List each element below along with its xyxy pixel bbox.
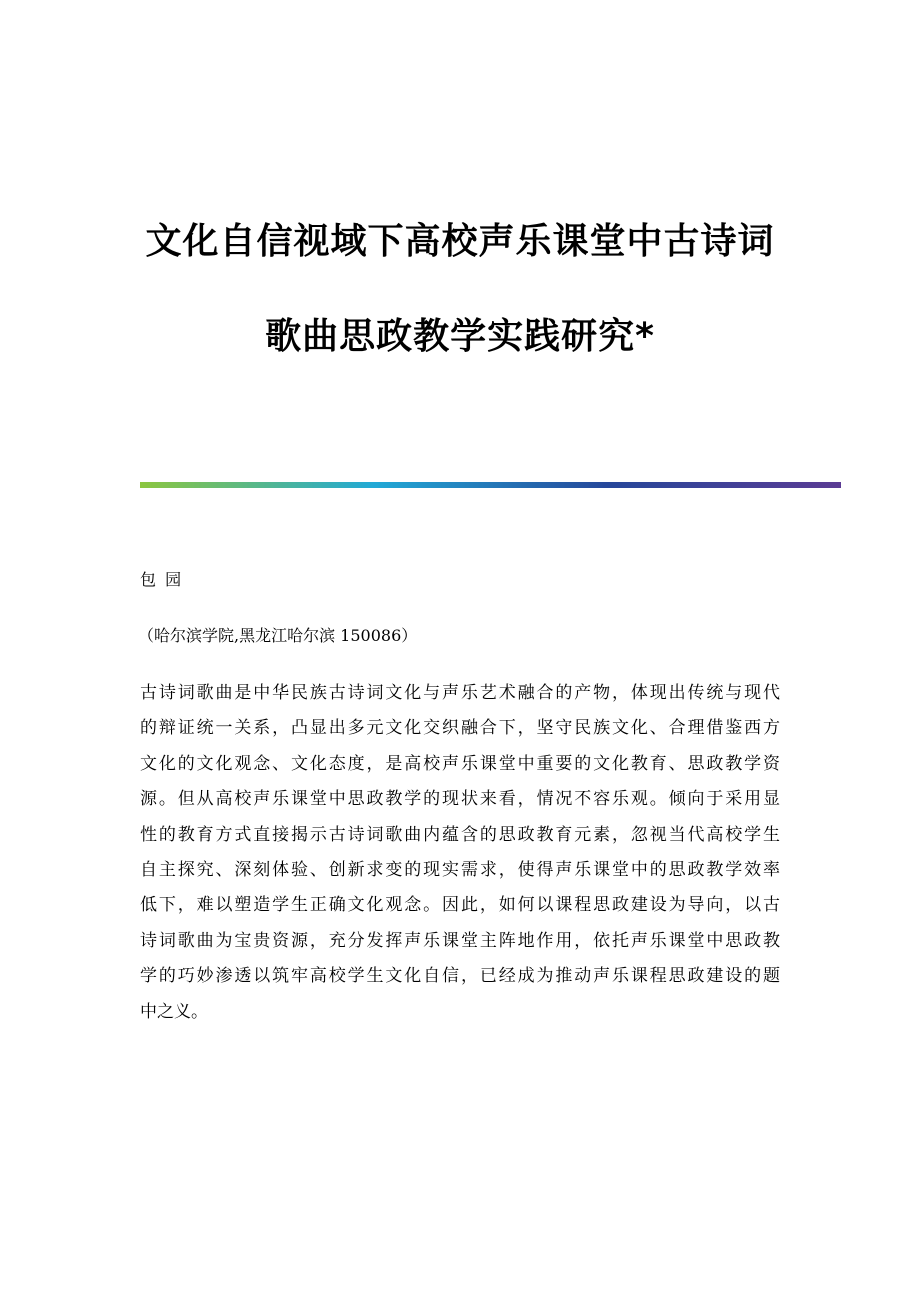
paper-title-line-1: 文化自信视域下高校声乐课堂中古诗词 [145,221,775,262]
abstract-line: 文化的文化观念、文化态度，是高校声乐课堂中重要的文化教育、思政教学资 [140,753,780,774]
author-affiliation: （哈尔滨学院,黑龙江哈尔滨 150086） [138,626,418,645]
abstract-line: 低下，难以塑造学生正确文化观念。因此，如何以课程思政建设为导向，以古 [140,895,780,916]
abstract-line: 源。但从高校声乐课堂中思政教学的现状来看，情况不容乐观。倾向于采用显 [140,789,780,810]
paper-title-line-2: 歌曲思政教学实践研究* [265,316,655,357]
abstract-paragraph [140,676,780,1030]
abstract-line: 学的巧妙渗透以筑牢高校学生文化自信，已经成为推动声乐课程思政建设的题 [140,966,780,987]
abstract-line: 自主探究、深刻体验、创新求变的现实需求，使得声乐课堂中的思政教学效率 [140,860,780,881]
abstract-line: 古诗词歌曲是中华民族古诗词文化与声乐艺术融合的产物，体现出传统与现代 [140,683,780,703]
abstract-line: 的辩证统一关系，凸显出多元文化交织融合下，坚守民族文化、合理借鉴西方 [140,718,780,739]
author-name: 包 园 [140,570,184,589]
abstract-line: 性的教育方式直接揭示古诗词歌曲内蕴含的思政教育元素，忽视当代高校学生 [140,824,780,845]
abstract-line: 中之义。 [140,1001,208,1022]
title-divider [140,482,841,488]
abstract-line: 诗词歌曲为宝贵资源，充分发挥声乐课堂主阵地作用，依托声乐课堂中思政教 [140,930,780,951]
